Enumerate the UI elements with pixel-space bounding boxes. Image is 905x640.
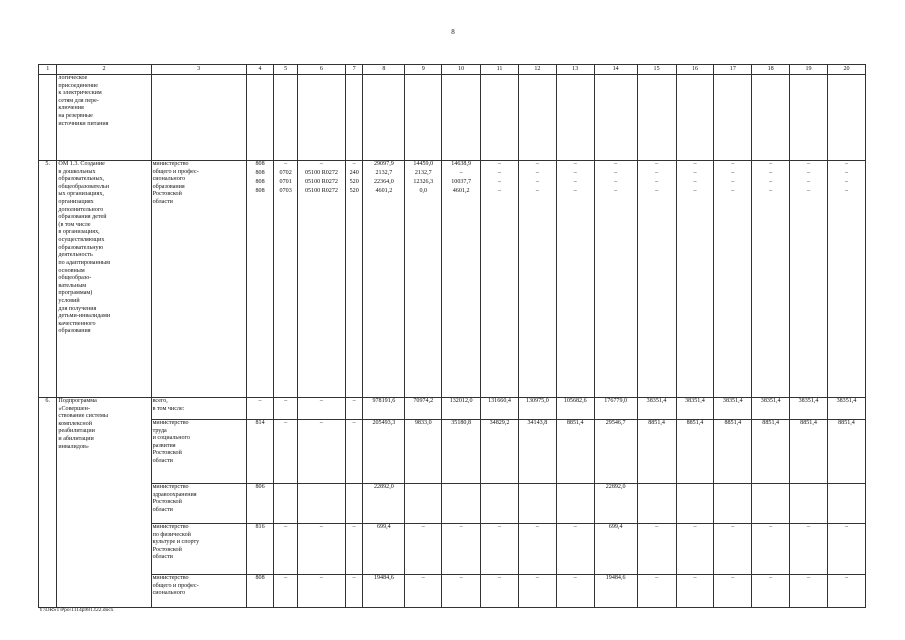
code-cell-c6 <box>297 161 345 398</box>
sub-value: 12326,3 <box>413 179 434 185</box>
value-cell: – <box>405 575 442 608</box>
value-cell: – <box>405 524 442 575</box>
sub-value: – <box>655 170 659 176</box>
value-cell: 978191,6 <box>363 398 405 420</box>
header-cell: 1 <box>39 65 57 75</box>
value-cell: 8851,4 <box>790 420 828 484</box>
text-line: основным <box>58 267 85 274</box>
value-cell: 19484,6 <box>363 575 405 608</box>
header-cell: 8 <box>363 65 405 75</box>
empty-cell <box>790 75 828 161</box>
sub-value: – <box>352 161 356 167</box>
value-cell: – <box>752 575 790 608</box>
code-cell-c4: 816 <box>246 524 274 575</box>
value-cell: – <box>442 575 481 608</box>
text-line: детьми-инвалидами <box>58 313 111 320</box>
text-line: образовательных, <box>58 176 105 183</box>
value-cell: 8851,4 <box>827 420 865 484</box>
header-cell: 3 <box>151 65 246 75</box>
header-cell: 17 <box>714 65 752 75</box>
value-cell: 8851,4 <box>714 420 752 484</box>
text-line: для получения <box>58 305 97 312</box>
value-cell <box>714 161 752 398</box>
value-cell <box>442 484 481 524</box>
value-cell: 105682,6 <box>556 398 594 420</box>
sub-value: – <box>769 188 773 194</box>
text-line: министерство <box>152 524 189 530</box>
text-line: общеобразо- <box>58 275 92 282</box>
sub-value: – <box>284 161 288 167</box>
text-line: ОМ 1.3. Создание <box>58 161 105 167</box>
empty-cell <box>714 75 752 161</box>
value-cell: – <box>714 575 752 608</box>
value-cell: 130975,0 <box>518 398 556 420</box>
sub-value: – <box>614 161 618 167</box>
table-row <box>39 484 866 524</box>
header-cell: 13 <box>556 65 594 75</box>
value-cell: – <box>481 524 519 575</box>
header-cell: 10 <box>442 65 481 75</box>
text-line: деятельность <box>58 252 93 259</box>
text-line: общего и профес- <box>152 168 199 175</box>
text-line: ключения <box>58 105 84 112</box>
empty-cell <box>297 75 345 161</box>
sub-value: 520 <box>349 179 359 185</box>
value-cell: 38351,4 <box>714 398 752 420</box>
value-cell <box>790 484 828 524</box>
executor-cell <box>151 524 246 575</box>
code-cell-c6: – <box>297 420 345 484</box>
value-cell: – <box>637 575 676 608</box>
text-line: условий <box>58 297 80 304</box>
code-cell-c7: – <box>346 398 363 420</box>
code-cell-c4: 806 <box>246 484 274 524</box>
value-cell <box>752 484 790 524</box>
value-cell: 35180,8 <box>442 420 481 484</box>
code-cell-c4: 808 <box>246 575 274 608</box>
header-cell: 18 <box>752 65 790 75</box>
sub-value: – <box>497 179 502 185</box>
executor-cell <box>151 575 246 608</box>
text-line: ствование системы <box>58 413 108 420</box>
table-row <box>39 575 866 608</box>
empty-cell <box>442 75 481 161</box>
text-line: министерство <box>152 161 189 167</box>
text-line: Ростовской <box>152 546 182 553</box>
text-line: реабилитации <box>58 428 95 435</box>
sub-value: 4601,2 <box>375 188 393 194</box>
sub-value: 05100 R0272 <box>304 170 338 176</box>
code-cell-c7: – <box>346 420 363 484</box>
text-line: источники питания <box>58 120 109 127</box>
sub-value: – <box>497 170 502 176</box>
sub-value: – <box>693 170 697 176</box>
sub-value: – <box>535 179 539 185</box>
row-name-cell <box>57 398 151 608</box>
text-line: Ростовской <box>152 191 182 198</box>
sub-value: – <box>807 179 811 185</box>
header-cell: 15 <box>637 65 676 75</box>
value-cell <box>556 161 594 398</box>
empty-cell <box>752 75 790 161</box>
value-cell: – <box>637 524 676 575</box>
value-cell: 205493,3 <box>363 420 405 484</box>
code-cell-c6: – <box>297 398 345 420</box>
sub-value: – <box>535 161 539 167</box>
sub-value: – <box>844 179 848 185</box>
sub-value: 808 <box>255 161 265 167</box>
row-number-cell: 5. <box>39 161 57 398</box>
text-line: области <box>152 199 173 206</box>
empty-cell <box>556 75 594 161</box>
text-line: Подпрограмма <box>58 398 97 404</box>
text-line: в дошкольных <box>58 168 96 175</box>
value-cell: 8851,4 <box>637 420 676 484</box>
sub-value: – <box>573 179 577 185</box>
empty-cell <box>405 75 442 161</box>
sub-value: – <box>573 161 577 167</box>
header-cell: 19 <box>790 65 828 75</box>
value-cell <box>481 161 519 398</box>
header-cell: 12 <box>518 65 556 75</box>
code-cell-c4 <box>246 161 274 398</box>
sub-value: – <box>459 170 463 176</box>
sub-value: – <box>614 170 618 176</box>
header-cell: 11 <box>481 65 519 75</box>
sub-value: 10037,7 <box>451 179 472 185</box>
text-line: сионального <box>152 176 186 183</box>
sub-value: 4601,2 <box>452 188 470 194</box>
code-cell-c5: – <box>274 398 298 420</box>
sub-value: – <box>731 188 735 194</box>
text-line: по адаптированным <box>58 259 110 266</box>
text-line: по физической <box>152 531 191 538</box>
value-cell: 38351,4 <box>676 398 714 420</box>
text-line: всего, <box>152 398 168 404</box>
value-cell: – <box>442 524 481 575</box>
sub-value: 14638,9 <box>451 161 472 167</box>
sub-value: 808 <box>255 170 265 176</box>
table-row <box>39 398 866 420</box>
code-cell-c7: – <box>346 524 363 575</box>
header-cell: 20 <box>827 65 865 75</box>
sub-value: – <box>573 188 577 194</box>
header-cell: 6 <box>297 65 345 75</box>
text-line: осуществляющих <box>58 237 105 244</box>
executor-cell <box>151 420 246 484</box>
value-cell <box>637 161 676 398</box>
value-cell <box>518 484 556 524</box>
value-cell: – <box>714 524 752 575</box>
empty-cell <box>246 75 274 161</box>
text-line: в том числе: <box>152 405 185 412</box>
value-cell <box>405 484 442 524</box>
value-cell: 38351,4 <box>827 398 865 420</box>
text-line: Ростовской <box>152 499 182 506</box>
code-cell-c6 <box>297 484 345 524</box>
text-line: области <box>152 458 173 465</box>
value-cell: – <box>676 575 714 608</box>
value-cell: 8851,4 <box>752 420 790 484</box>
value-cell <box>790 161 828 398</box>
value-cell: 8851,4 <box>556 420 594 484</box>
code-cell-c5: – <box>274 524 298 575</box>
value-cell <box>405 161 442 398</box>
sub-value: 520 <box>349 188 359 194</box>
code-cell-c5 <box>274 161 298 398</box>
sub-value: – <box>319 161 323 167</box>
sub-value: 05100 R0272 <box>304 179 338 185</box>
sub-value: 808 <box>255 188 265 194</box>
value-cell: – <box>481 575 519 608</box>
sub-value: – <box>731 161 735 167</box>
sub-value: – <box>731 170 735 176</box>
text-line: инвалидов» <box>58 443 89 450</box>
sub-value: 0702 <box>279 170 292 176</box>
value-cell <box>363 161 405 398</box>
code-cell-c5: – <box>274 575 298 608</box>
sub-value: 240 <box>349 170 359 176</box>
header-cell: 14 <box>594 65 637 75</box>
row-number-cell <box>39 75 57 161</box>
value-cell: 19484,6 <box>594 575 637 608</box>
empty-cell <box>346 75 363 161</box>
value-cell: – <box>752 524 790 575</box>
empty-cell <box>274 75 298 161</box>
text-line: общего и профес- <box>152 582 199 589</box>
code-cell-c5: – <box>274 420 298 484</box>
value-cell: 34143,8 <box>518 420 556 484</box>
value-cell <box>827 484 865 524</box>
value-cell: 38351,4 <box>637 398 676 420</box>
header-cell: 4 <box>246 65 274 75</box>
sub-value: 0703 <box>279 188 292 194</box>
value-cell: 70974,2 <box>405 398 442 420</box>
page-number: 8 <box>451 28 455 36</box>
value-cell <box>752 161 790 398</box>
text-line: (в том числе <box>58 221 91 228</box>
empty-cell <box>827 75 865 161</box>
text-line: образования детей <box>58 214 107 221</box>
empty-cell <box>363 75 405 161</box>
text-line: сетям для пере- <box>58 97 99 104</box>
value-cell: 699,4 <box>363 524 405 575</box>
text-line: комплексной <box>58 420 92 427</box>
code-cell-c7: – <box>346 575 363 608</box>
value-cell: – <box>827 524 865 575</box>
code-cell-c6: – <box>297 575 345 608</box>
sub-value: – <box>807 170 811 176</box>
value-cell <box>442 161 481 398</box>
executor-cell <box>151 398 246 420</box>
value-cell <box>676 484 714 524</box>
value-cell: 131660,4 <box>481 398 519 420</box>
value-cell: 8851,4 <box>676 420 714 484</box>
text-line: качественного <box>58 320 96 327</box>
value-cell: 38351,4 <box>790 398 828 420</box>
row-name-cell <box>57 161 151 398</box>
executor-cell <box>151 161 246 398</box>
text-line: министерство <box>152 420 189 426</box>
code-cell-c7 <box>346 484 363 524</box>
value-cell <box>481 484 519 524</box>
value-cell <box>714 484 752 524</box>
sub-value: – <box>497 188 502 194</box>
value-cell: 176779,0 <box>594 398 637 420</box>
value-cell: – <box>556 575 594 608</box>
sub-value: – <box>807 188 811 194</box>
text-line: дополнительного <box>58 206 104 213</box>
value-cell: 29546,7 <box>594 420 637 484</box>
sub-value: – <box>844 170 848 176</box>
value-cell <box>518 161 556 398</box>
text-line: ых организациях, <box>58 191 104 198</box>
sub-value: 29097,9 <box>373 161 394 167</box>
sub-value: 05100 R0272 <box>304 188 338 194</box>
sub-value: – <box>693 179 697 185</box>
text-line: и социального <box>152 435 190 442</box>
value-cell: 22892,0 <box>594 484 637 524</box>
text-line: Ростовской <box>152 450 182 457</box>
sub-value: – <box>497 161 502 167</box>
text-line: образования <box>152 183 185 190</box>
value-cell <box>827 161 865 398</box>
text-line: министерство <box>152 575 189 581</box>
text-line: культуре и спорту <box>152 539 200 546</box>
value-cell: – <box>790 524 828 575</box>
value-cell: – <box>790 575 828 608</box>
value-cell: 9833,0 <box>405 420 442 484</box>
sub-value: – <box>573 170 577 176</box>
text-line: области <box>152 554 173 561</box>
sub-value: – <box>693 188 697 194</box>
empty-cell <box>637 75 676 161</box>
header-cell: 7 <box>346 65 363 75</box>
code-cell-c4: – <box>246 398 274 420</box>
header-cell: 16 <box>676 65 714 75</box>
sub-value: – <box>844 161 848 167</box>
sub-value: – <box>614 179 618 185</box>
sub-value: 14459,0 <box>413 161 434 167</box>
header-cell: 5 <box>274 65 298 75</box>
sub-value: – <box>731 179 735 185</box>
sub-value: – <box>535 188 539 194</box>
text-line: развития <box>152 442 176 449</box>
value-cell: 22892,0 <box>363 484 405 524</box>
sub-value: – <box>844 188 848 194</box>
text-line: программам) <box>58 290 93 297</box>
text-line: организациях <box>58 199 94 206</box>
sub-value: – <box>769 179 773 185</box>
sub-value: – <box>655 188 659 194</box>
code-cell-c5 <box>274 484 298 524</box>
text-line: области <box>152 506 173 513</box>
empty-cell <box>481 75 519 161</box>
value-cell: 38351,4 <box>752 398 790 420</box>
sub-value: – <box>655 161 659 167</box>
value-cell: 699,4 <box>594 524 637 575</box>
value-cell: – <box>676 524 714 575</box>
value-cell <box>637 484 676 524</box>
sub-value: – <box>655 179 659 185</box>
text-line: к электрическим <box>58 90 102 97</box>
text-line: образования <box>58 328 91 335</box>
sub-value: 808 <box>255 179 265 185</box>
text-line: «Совершен- <box>58 405 90 412</box>
sub-value: – <box>769 170 773 176</box>
code-cell-c4: 814 <box>246 420 274 484</box>
sub-value: – <box>693 161 697 167</box>
empty-cell <box>676 75 714 161</box>
program-table <box>38 64 866 608</box>
value-cell: – <box>518 524 556 575</box>
value-cell: – <box>518 575 556 608</box>
text-line: здравоохранения <box>152 491 197 498</box>
file-path-footer: Y:\ORST\Ppo\1114p981.f22.docx <box>39 607 114 613</box>
sub-value: 2132,7 <box>375 170 393 176</box>
executor-cell <box>151 484 246 524</box>
value-cell: 34829,2 <box>481 420 519 484</box>
code-cell-c7 <box>346 161 363 398</box>
empty-cell <box>594 75 637 161</box>
table-row <box>39 75 866 161</box>
row-number-cell: 6. <box>39 398 57 608</box>
text-line: министерство <box>152 484 189 490</box>
sub-value: – <box>769 161 773 167</box>
sub-value: – <box>614 188 618 194</box>
text-line: вательным <box>58 282 87 289</box>
value-cell <box>676 161 714 398</box>
header-cell: 2 <box>57 65 151 75</box>
value-cell: – <box>827 575 865 608</box>
sub-value: – <box>535 170 539 176</box>
text-line: присоединение <box>58 82 98 89</box>
header-row <box>39 65 866 75</box>
empty-cell <box>518 75 556 161</box>
text-line: в организациях, <box>58 229 100 236</box>
value-cell <box>594 161 637 398</box>
code-cell-c6: – <box>297 524 345 575</box>
text-line: логическое <box>58 75 88 81</box>
text-line: сионального <box>152 590 186 597</box>
table-row <box>39 161 866 398</box>
sub-value: 22364,0 <box>373 179 394 185</box>
sub-value: 0701 <box>279 179 292 185</box>
value-cell <box>556 484 594 524</box>
empty-cell <box>151 75 246 161</box>
text-line: и абилитации <box>58 436 94 443</box>
text-line: общеобразовательн <box>58 183 110 190</box>
sub-value: – <box>807 161 811 167</box>
header-cell: 9 <box>405 65 442 75</box>
sub-value: 0,0 <box>419 188 428 194</box>
value-cell: – <box>556 524 594 575</box>
text-line: на резервные <box>58 113 93 120</box>
text-line: труда <box>152 427 167 434</box>
sub-value: 2132,7 <box>414 170 432 176</box>
row-name-cell <box>57 75 151 161</box>
table-row <box>39 524 866 575</box>
table-row <box>39 420 866 484</box>
value-cell: 132012,0 <box>442 398 481 420</box>
text-line: образовательную <box>58 244 104 251</box>
